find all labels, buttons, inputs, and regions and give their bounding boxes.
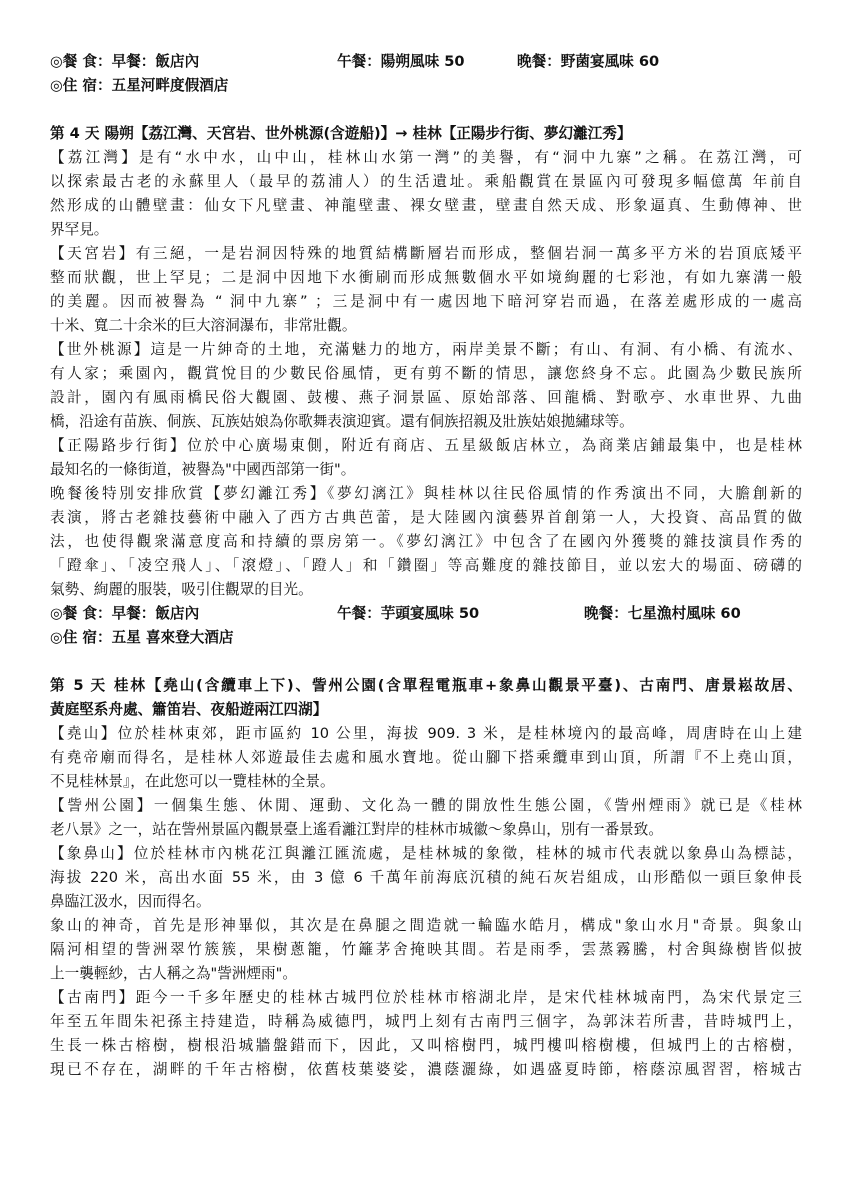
day4-line: 界罕見。 — [50, 221, 109, 238]
day5-title: 第 5 天 桂林【堯山(含纜車上下)、訾州公園(含單程電瓶車+象鼻山觀景平臺)、古南門、唐景崧故居、 — [50, 677, 802, 694]
day5-title: 黃庭堅系舟處、簫笛岩、夜船遊兩江四湖】 — [50, 701, 328, 718]
breakfast: ◎餐 食：早餐：飯店內 — [50, 53, 200, 70]
day4-line: 以探索最古老的永蘇里人（最早的荔浦人）的生活遺址。乘船觀賞在景區內可發現多幅億萬 年前自 — [50, 173, 802, 190]
day5-line: 【堯山】位於桂林東郊，距市區約 10 公里，海拔 909. 3 米，是桂林境內的最高峰，周唐時在山上建 — [50, 725, 802, 742]
day4-line: 然形成的山體壁畫：仙女下凡壁畫、神龍壁畫、裸女壁畫，壁畫自然天成、形象逼真、生動傳神、世 — [50, 197, 802, 214]
itinerary-page — [50, 50, 802, 1082]
day4-line: 整而狀觀，世上罕見；二是洞中因地下水衝刷而形成無數個水平如境絢麗的七彩池，有如九寨溝一般 — [50, 269, 802, 286]
day3-stay: ◎住 宿：五星河畔度假酒店 — [50, 77, 229, 94]
day4-line: 晚餐後特別安排欣賞【夢幻灕江秀】《夢幻漓江》與桂林以往民俗風情的作秀演出不同，大膽創新的 — [50, 485, 802, 502]
day4-line: 「蹬傘」、「凌空飛人」、「滾燈」、「蹬人」和「鑽圈」等高難度的雜技節目，並以宏大的場面、磅礴的 — [50, 557, 802, 574]
day5-line: 隔河相望的訾洲翠竹簇簇，果樹蔥籠，竹籬茅舍掩映其間。若是雨季，雲蒸霧騰，村舍與綠樹皆似披 — [50, 941, 802, 958]
day4-stay: ◎住 宿：五星 喜來登大酒店 — [50, 629, 234, 646]
day4-line: 十米、寬二十余米的巨大溶洞瀑布，非常壯觀。 — [50, 317, 357, 334]
breakfast: ◎餐 食：早餐：飯店內 — [50, 605, 200, 622]
day5-line: 【象鼻山】位於桂林市內桃花江與灕江匯流處，是桂林城的象徵，桂林的城市代表就以象鼻山為標誌， — [50, 845, 802, 862]
day4-line: 氣勢、絢麗的服裝，吸引住觀眾的目光。 — [50, 581, 313, 598]
lunch: 午餐：陽朔風味 50 — [337, 53, 465, 70]
dinner: 晚餐：野菌宴風味 60 — [517, 53, 660, 70]
day4-line: 法，也使得觀衆滿意度高和持續的票房第一。《夢幻漓江》中包含了在國內外獲獎的雜技演員作秀的 — [50, 533, 802, 550]
day4-line: 橋，沿途有苗族、侗族、瓦族姑娘為你歌舞表演迎賓。還有侗族招親及壯族姑娘拋繡球等。 — [50, 413, 634, 430]
day3-meals — [50, 50, 802, 74]
day4-meals — [50, 602, 802, 626]
dinner: 晚餐：七星漁村風味 60 — [584, 605, 741, 622]
day4-line: 【正陽路步行街】位於中心廣場東側，附近有商店、五星級飯店林立，為商業店鋪最集中，也是桂林 — [50, 437, 802, 454]
day4-line: 有人家；乘園內，觀賞悅目的少數民俗風情，更有剪不斷的情思，讓您終身不忘。此園為少數民族所 — [50, 365, 802, 382]
day5-line: 老八景》之一，站在訾州景區內觀景臺上遙看灕江對岸的桂林市城徽～象鼻山，別有一番景致。 — [50, 821, 663, 838]
day4-line: 最知名的一條街道，被譽為"中國西部第一街"。 — [50, 461, 356, 478]
day5-line: 年至五年間朱祀孫主持建造，時稱為威德門，城門上刻有古南門三個字，為郭沫若所書，昔時城門上， — [50, 1013, 802, 1030]
day5-line: 鼻臨江汲水，因而得名。 — [50, 893, 211, 910]
day5-line: 海拔 220 米，高出水面 55 米，由 3 億 6 千萬年前海底沉積的純石灰岩組成，山形酷似一頭巨象伸長 — [50, 869, 802, 886]
day4-line: 【世外桃源】這是一片紳奇的土地，充滿魅力的地方，兩岸美景不斷；有山、有洞、有小橋、有流水、 — [50, 341, 802, 358]
day5-line: 生長一株古榕樹，樹根沿城牆盤錯而下，因此，又叫榕樹門，城門樓叫榕樹樓，但城門上的古榕樹， — [50, 1037, 802, 1054]
day5-line: 現已不存在，湖畔的千年古榕樹，依舊枝葉婆娑，濃蔭灑綠，如遇盛夏時節，榕蔭涼風習習，榕城古 — [50, 1061, 802, 1078]
day4-title: 第 4 天 陽朔【荔江灣、天宮岩、世外桃源(含遊船)】→ 桂林【正陽步行街、夢幻灕江秀】 — [50, 125, 632, 142]
day4-line: 的美麗。因而被譽為 “ 洞中九寨” ；三是洞中有一處因地下暗河穿岩而過，在落差處形成的一處高 — [50, 293, 802, 310]
day4-line: 【荔江灣】是有“水中水，山中山，桂林山水第一灣”的美譽，有“洞中九寨”之稱。在荔江灣，可 — [50, 149, 802, 166]
day4-line: 設計，園內有風雨橋民俗大觀園、鼓樓、燕子洞景區、原始部落、回龍橋、對歌亭、水車世界、九曲 — [50, 389, 802, 406]
day5-line: 象山的神奇，首先是形神畢似，其次是在鼻腿之間造就一輪臨水皓月，構成"象山水月"奇景。與象山 — [50, 917, 802, 934]
day5-line: 不見桂林景』，在此您可以一覽桂林的全景。 — [50, 773, 335, 790]
day5-line: 有堯帝廟而得名，是桂林人郊遊最佳去處和風水寶地。從山腳下搭乘纜車到山頂，所謂『不上堯山頂， — [50, 749, 802, 766]
lunch: 午餐：芋頭宴風味 50 — [337, 605, 480, 622]
day5-line: 【古南門】距今一千多年歷史的桂林古城門位於桂林市榕湖北岸，是宋代桂林城南門，為宋代景定三 — [50, 989, 802, 1006]
day4-line: 【天宮岩】有三絕，一是岩洞因特殊的地質結構斷層岩而形成，整個岩洞一萬多平方米的岩頂底矮平 — [50, 245, 802, 262]
day5-line: 上一襲輕紗，古人稱之為"訾洲煙雨"。 — [50, 965, 297, 982]
day5-line: 【訾州公園】一個集生態、休閒、運動、文化為一體的開放性生態公園，《訾州煙雨》就已是《桂林 — [50, 797, 802, 814]
day4-line: 表演，將古老雜技藝術中融入了西方古典芭蕾，是大陸國內演藝界首創第一人，大投資、高品質的做 — [50, 509, 802, 526]
